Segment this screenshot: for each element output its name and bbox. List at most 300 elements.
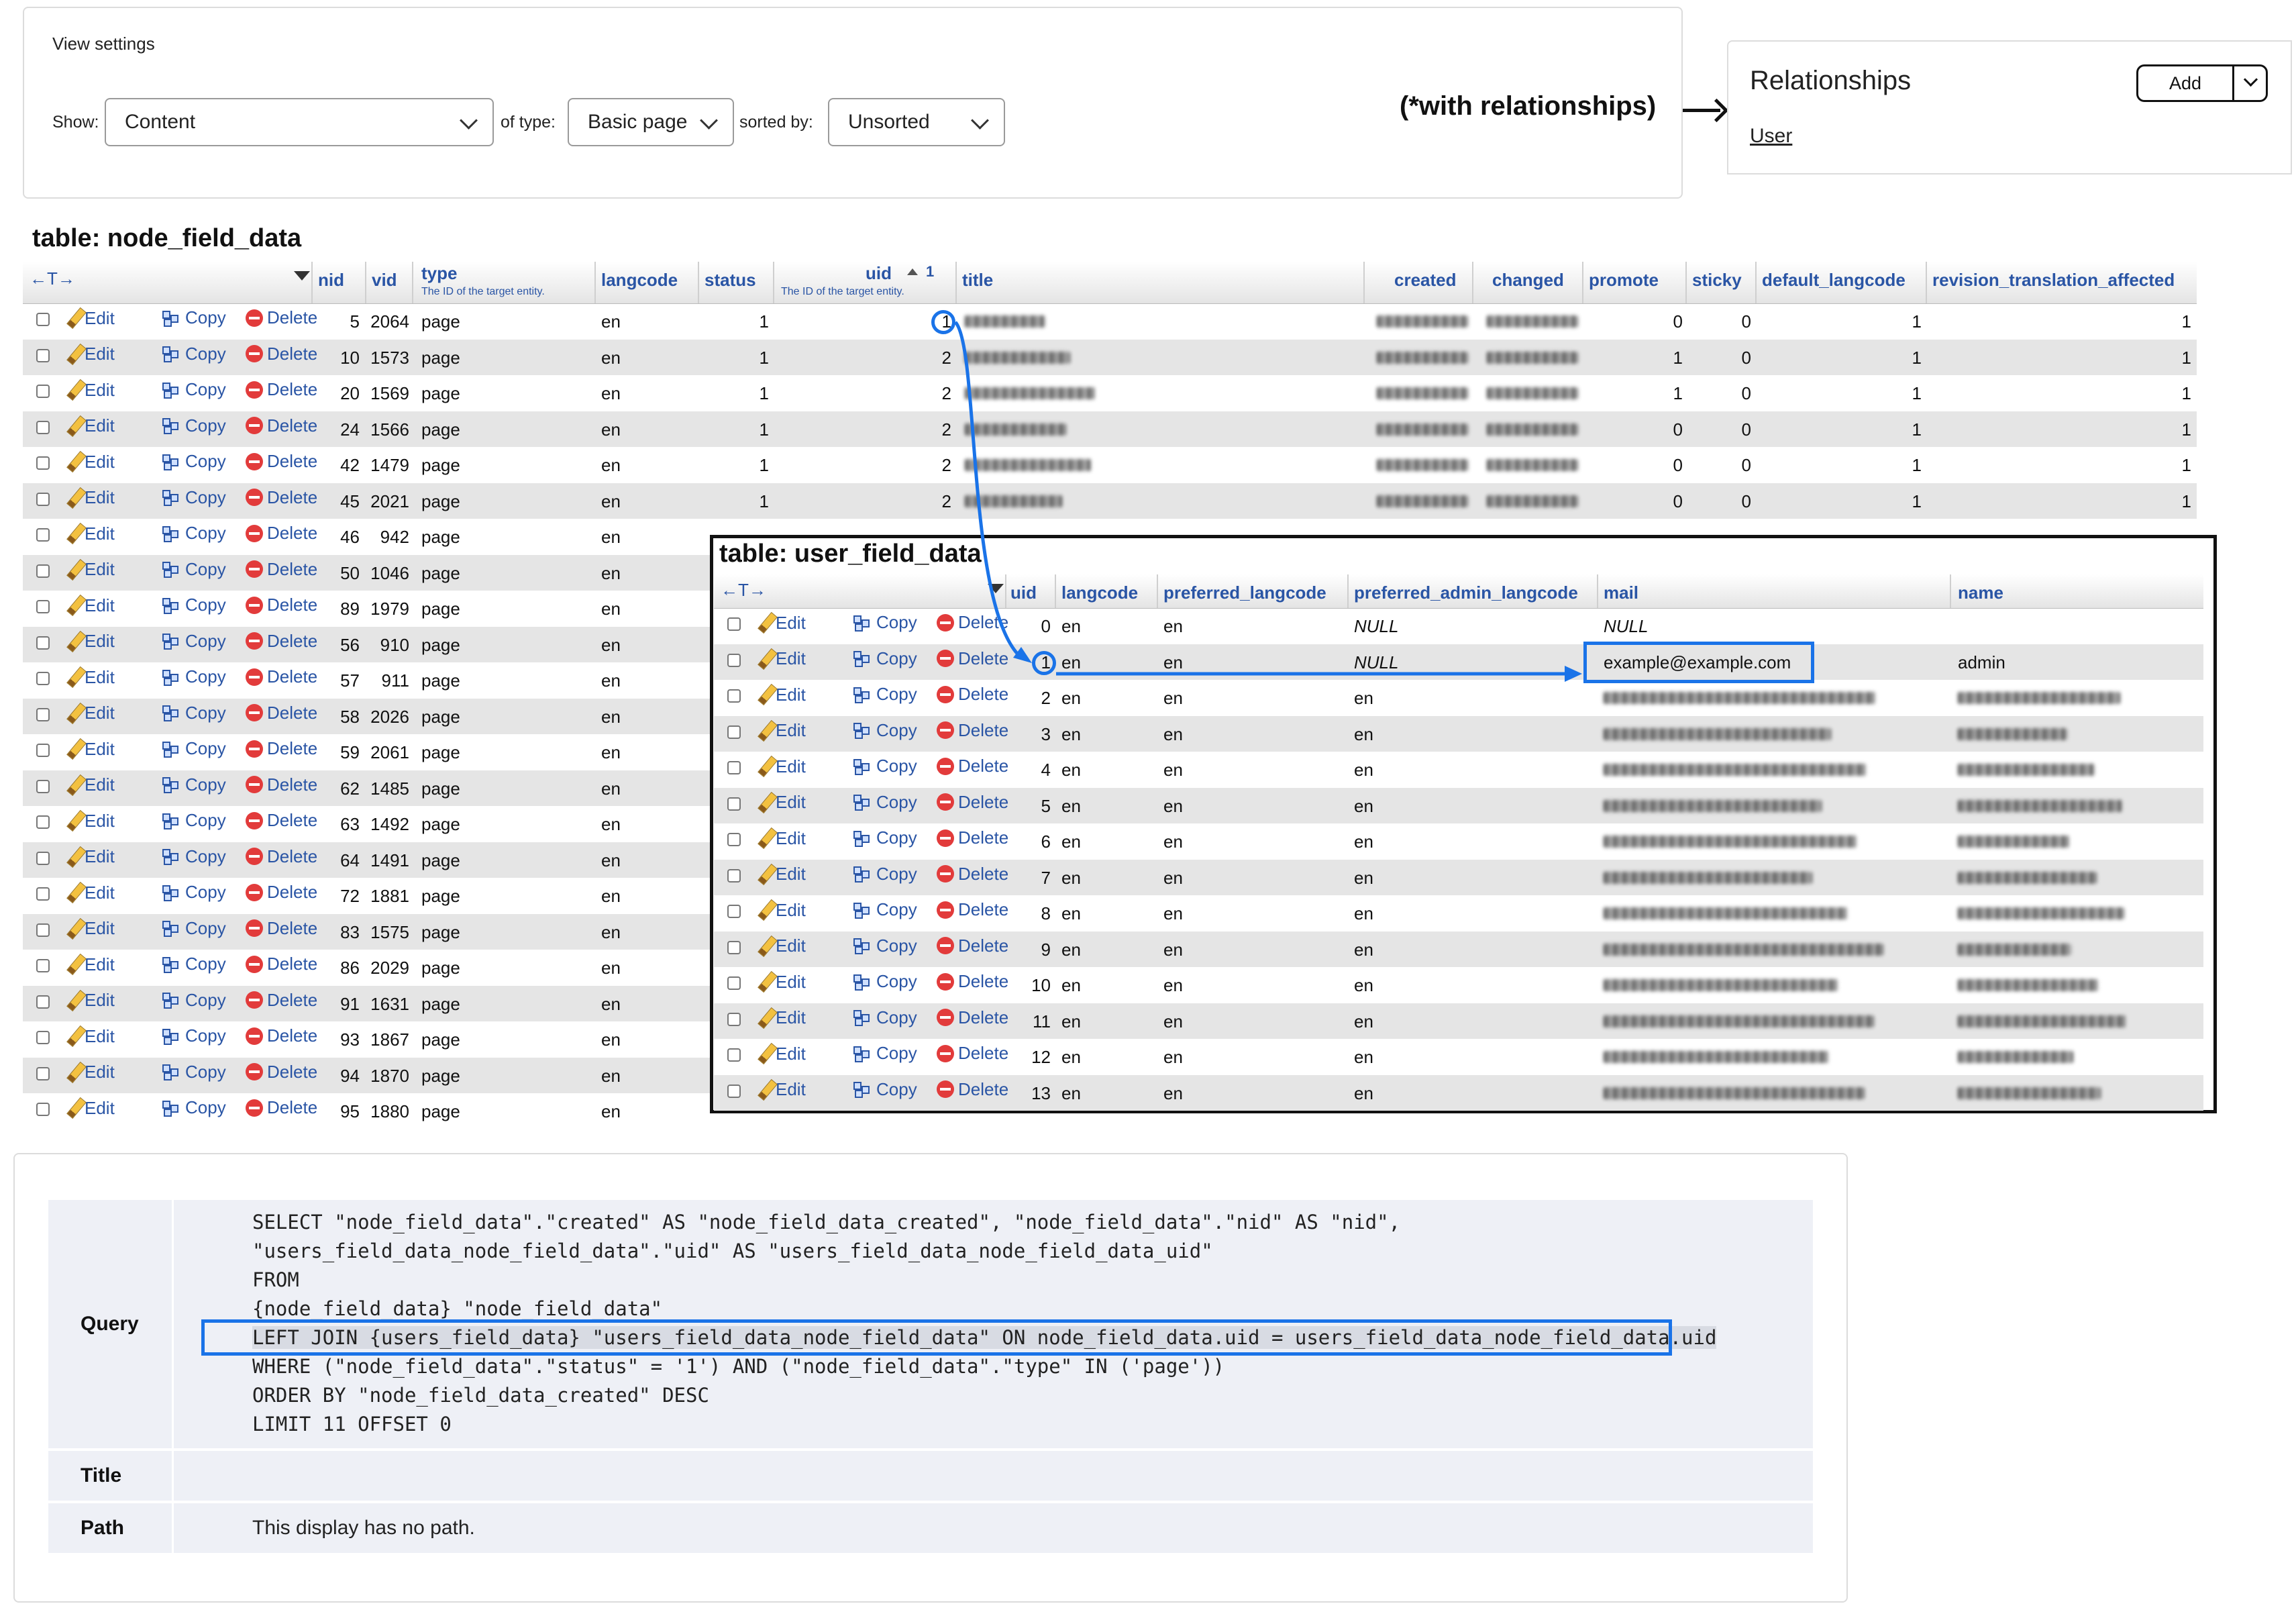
cell-preferred-admin-langcode: en xyxy=(1354,795,1373,816)
cell-promote: 0 xyxy=(1673,311,1683,332)
path-row xyxy=(48,1503,1813,1553)
copy-label: Copy xyxy=(185,343,226,364)
column-preferred-admin-langcode[interactable]: preferred_admin_langcode xyxy=(1354,583,1578,603)
edit-label: Edit xyxy=(85,1025,115,1046)
column-name[interactable]: name xyxy=(1958,583,2003,603)
cell-preferred-langcode: en xyxy=(1163,688,1183,708)
cell-langcode: en xyxy=(1061,939,1081,960)
cell-langcode: en xyxy=(601,921,621,942)
cell-default-langcode: 1 xyxy=(1912,383,1922,403)
cell-langcode: en xyxy=(1061,760,1081,780)
delete-label: Delete xyxy=(267,882,318,902)
cell-nid: 91 xyxy=(340,993,360,1014)
delete-label: Delete xyxy=(267,343,318,364)
cell-nid: 42 xyxy=(340,455,360,475)
edit-label: Edit xyxy=(85,487,115,507)
cell-langcode: en xyxy=(601,814,621,834)
cell-langcode: en xyxy=(601,993,621,1014)
delete-label: Delete xyxy=(958,756,1009,776)
cell-vid: 2029 xyxy=(370,958,409,978)
copy-label: Copy xyxy=(876,899,917,919)
cell-uid: 4 xyxy=(1041,760,1051,780)
delete-label: Delete xyxy=(267,666,318,687)
cell-uid: 5 xyxy=(1041,795,1051,816)
column-uid[interactable]: uid xyxy=(1010,583,1037,603)
node-table-title: table: node_field_data xyxy=(32,224,302,252)
cell-preferred-admin-langcode: en xyxy=(1354,760,1373,780)
column-toggle[interactable]: ←T→ xyxy=(721,580,766,600)
delete-label: Delete xyxy=(267,738,318,758)
cell-uid: 10 xyxy=(1031,975,1051,995)
copy-label: Copy xyxy=(876,1007,917,1027)
cell-nid: 56 xyxy=(340,634,360,655)
edit-label: Edit xyxy=(776,1079,806,1099)
cell-type: page xyxy=(421,850,460,870)
delete-label: Delete xyxy=(267,558,318,579)
cell-nid: 72 xyxy=(340,886,360,906)
delete-label: Delete xyxy=(958,612,1009,632)
cell-nid: 93 xyxy=(340,1029,360,1050)
sql-line-6: WHERE ("node_field_data"."status" = '1') AND ("node_field_data"."type" IN ('page')) xyxy=(252,1355,1225,1378)
edit-label: Edit xyxy=(776,648,806,668)
cell-rta: 1 xyxy=(2181,455,2191,475)
cell-langcode: en xyxy=(601,562,621,583)
cell-default-langcode: 1 xyxy=(1912,419,1922,440)
cell-preferred-admin-langcode: NULL xyxy=(1354,652,1399,672)
cell-sticky: 0 xyxy=(1741,419,1751,440)
cell-preferred-langcode: en xyxy=(1163,1082,1183,1103)
cell-preferred-admin-langcode: en xyxy=(1354,832,1373,852)
copy-label: Copy xyxy=(185,523,226,543)
cell-uid: 2 xyxy=(941,419,951,440)
copy-label: Copy xyxy=(185,917,226,938)
cell-uid: 2 xyxy=(941,455,951,475)
cell-uid: 8 xyxy=(1041,903,1051,923)
copy-label: Copy xyxy=(876,791,917,812)
copy-label: Copy xyxy=(185,595,226,615)
cell-uid: 3 xyxy=(1041,723,1051,744)
copy-label: Copy xyxy=(185,846,226,866)
cell-uid: 13 xyxy=(1031,1082,1051,1103)
sql-line-4: {node_field_data} "node_field_data" xyxy=(252,1297,663,1320)
cell-langcode: en xyxy=(601,1065,621,1086)
edit-label: Edit xyxy=(85,595,115,615)
cell-langcode: en xyxy=(601,455,621,475)
delete-label: Delete xyxy=(267,379,318,399)
cell-langcode: en xyxy=(601,634,621,655)
edit-label: Edit xyxy=(85,451,115,472)
cell-preferred-langcode: en xyxy=(1163,616,1183,636)
copy-label: Copy xyxy=(185,738,226,758)
cell-uid: 1 xyxy=(941,311,951,332)
title-cell xyxy=(172,1451,1813,1501)
cell-vid: 1479 xyxy=(370,455,409,475)
cell-nid: 63 xyxy=(340,814,360,834)
copy-label: Copy xyxy=(876,1043,917,1063)
cell-promote: 1 xyxy=(1673,347,1683,368)
delete-label: Delete xyxy=(958,935,1009,956)
cell-vid: 1573 xyxy=(370,347,409,368)
copy-label: Copy xyxy=(185,487,226,507)
edit-label: Edit xyxy=(776,899,806,920)
cell-langcode: en xyxy=(1061,975,1081,995)
copy-label: Copy xyxy=(185,1061,226,1082)
cell-nid: 5 xyxy=(350,311,360,332)
cell-type: page xyxy=(421,491,460,511)
cell-langcode: en xyxy=(601,419,621,440)
cell-sticky: 0 xyxy=(1741,383,1751,403)
cell-vid: 1881 xyxy=(370,886,409,906)
cell-vid: 1569 xyxy=(370,383,409,403)
cell-type: page xyxy=(421,383,460,403)
cell-type: page xyxy=(421,814,460,834)
copy-label: Copy xyxy=(876,612,917,632)
cell-nid: 95 xyxy=(340,1101,360,1121)
column-type[interactable]: type xyxy=(421,263,458,283)
cell-preferred-admin-langcode: NULL xyxy=(1354,616,1399,636)
cell-type: page xyxy=(421,562,460,583)
cell-langcode: en xyxy=(1061,795,1081,816)
cell-uid: 6 xyxy=(1041,832,1051,852)
cell-preferred-langcode: en xyxy=(1163,832,1183,852)
column-created[interactable]: created xyxy=(1394,270,1457,290)
cell-langcode: en xyxy=(601,311,621,332)
delete-label: Delete xyxy=(958,827,1009,848)
cell-rta: 1 xyxy=(2181,347,2191,368)
cell-langcode: en xyxy=(601,527,621,547)
cell-preferred-admin-langcode: en xyxy=(1354,975,1373,995)
cell-rta: 1 xyxy=(2181,491,2191,511)
cell-vid: 1880 xyxy=(370,1101,409,1121)
cell-status: 1 xyxy=(759,455,769,475)
cell-type: page xyxy=(421,886,460,906)
delete-label: Delete xyxy=(958,1007,1009,1027)
delete-label: Delete xyxy=(958,1078,1009,1099)
path-label: Path xyxy=(81,1517,125,1539)
delete-label: Delete xyxy=(267,595,318,615)
cell-langcode: en xyxy=(601,742,621,762)
delete-label: Delete xyxy=(958,684,1009,704)
cell-preferred-admin-langcode: en xyxy=(1354,867,1373,888)
edit-label: Edit xyxy=(85,774,115,795)
cell-langcode: en xyxy=(1061,723,1081,744)
path-value: This display has no path. xyxy=(252,1517,475,1539)
edit-label: Edit xyxy=(85,415,115,436)
cell-vid: 1870 xyxy=(370,1065,409,1086)
cell-vid: 910 xyxy=(380,634,409,655)
cell-nid: 59 xyxy=(340,742,360,762)
column-title[interactable]: title xyxy=(962,270,994,290)
cell-vid: 1485 xyxy=(370,778,409,799)
cell-langcode: en xyxy=(1061,1082,1081,1103)
edit-label: Edit xyxy=(85,990,115,1010)
cell-default-langcode: 1 xyxy=(1912,347,1922,368)
cell-nid: 20 xyxy=(340,383,360,403)
cell-preferred-langcode: en xyxy=(1163,652,1183,672)
column-preferred-langcode[interactable]: preferred_langcode xyxy=(1163,583,1326,603)
delete-label: Delete xyxy=(958,899,1009,919)
cell-type: page xyxy=(421,527,460,547)
cell-langcode: en xyxy=(1061,652,1081,672)
cell-preferred-admin-langcode: en xyxy=(1354,688,1373,708)
copy-label: Copy xyxy=(185,810,226,830)
delete-label: Delete xyxy=(267,774,318,795)
cell-vid: 2021 xyxy=(370,491,409,511)
cell-preferred-admin-langcode: en xyxy=(1354,903,1373,923)
cell-type: page xyxy=(421,706,460,727)
copy-label: Copy xyxy=(876,971,917,991)
cell-langcode: en xyxy=(601,886,621,906)
cell-vid: 911 xyxy=(381,670,409,691)
sorted-label: sorted by: xyxy=(739,113,813,132)
delete-label: Delete xyxy=(267,523,318,543)
delete-label: Delete xyxy=(267,989,318,1010)
title-row xyxy=(48,1451,1813,1501)
cell-preferred-langcode: en xyxy=(1163,723,1183,744)
edit-label: Edit xyxy=(85,631,115,651)
edit-label: Edit xyxy=(85,307,115,328)
column-nid[interactable]: nid xyxy=(318,270,344,290)
cell-nid: 45 xyxy=(340,491,360,511)
edit-label: Edit xyxy=(776,720,806,740)
title-label: Title xyxy=(81,1464,122,1487)
relationship-user-link[interactable]: User xyxy=(1750,125,1793,147)
delete-label: Delete xyxy=(267,954,318,974)
cell-langcode: en xyxy=(601,778,621,799)
cell-preferred-langcode: en xyxy=(1163,760,1183,780)
cell-vid: 1566 xyxy=(370,419,409,440)
delete-label: Delete xyxy=(267,307,318,328)
cell-vid: 1491 xyxy=(370,850,409,870)
column-changed[interactable]: changed xyxy=(1492,270,1564,290)
cell-nid: 24 xyxy=(340,419,360,440)
cell-sticky: 0 xyxy=(1741,347,1751,368)
edit-label: Edit xyxy=(85,666,115,687)
cell-sticky: 0 xyxy=(1741,455,1751,475)
left-join-highlight-box xyxy=(201,1319,1672,1356)
cell-type: page xyxy=(421,993,460,1014)
copy-label: Copy xyxy=(876,1078,917,1099)
copy-label: Copy xyxy=(876,863,917,884)
copy-label: Copy xyxy=(185,415,226,436)
cell-uid: 11 xyxy=(1033,1011,1051,1031)
cell-uid: 7 xyxy=(1041,867,1051,888)
cell-langcode: en xyxy=(1061,867,1081,888)
cell-nid: 58 xyxy=(340,706,360,727)
copy-label: Copy xyxy=(185,954,226,974)
cell-langcode: en xyxy=(1061,616,1081,636)
cell-nid: 10 xyxy=(340,347,360,368)
cell-langcode: en xyxy=(601,347,621,368)
cell-mail: NULL xyxy=(1604,616,1649,636)
cell-langcode: en xyxy=(1061,688,1081,708)
sql-line-8: LIMIT 11 OFFSET 0 xyxy=(252,1413,452,1435)
copy-label: Copy xyxy=(876,756,917,776)
delete-label: Delete xyxy=(958,648,1009,668)
sql-line-5-join: LEFT JOIN {users_field_data} "users_field_data_node_field_data" ON node_field_data.uid = users_field_data_node_field_data.uid xyxy=(252,1326,1717,1349)
column-promote[interactable]: promote xyxy=(1589,270,1659,290)
column-type-subtitle: The ID of the target entity. xyxy=(421,286,545,297)
cell-preferred-langcode: en xyxy=(1163,795,1183,816)
copy-label: Copy xyxy=(185,307,226,328)
delete-label: Delete xyxy=(267,810,318,830)
cell-nid: 46 xyxy=(340,527,360,547)
cell-nid: 89 xyxy=(340,599,360,619)
delete-label: Delete xyxy=(267,702,318,723)
copy-label: Copy xyxy=(876,719,917,740)
cell-preferred-admin-langcode: en xyxy=(1354,723,1373,744)
column-uid[interactable]: uid xyxy=(866,263,892,283)
sql-line-7: ORDER BY "node_field_data_created" DESC xyxy=(252,1384,709,1407)
delete-label: Delete xyxy=(958,719,1009,740)
cell-status: 1 xyxy=(759,419,769,440)
cell-vid: 1046 xyxy=(370,562,409,583)
cell-status: 1 xyxy=(759,311,769,332)
edit-label: Edit xyxy=(776,756,806,776)
cell-uid: 2 xyxy=(941,347,951,368)
relationships-title: Relationships xyxy=(1750,66,1912,95)
delete-label: Delete xyxy=(267,630,318,651)
cell-type: page xyxy=(421,921,460,942)
cell-default-langcode: 1 xyxy=(1912,491,1922,511)
delete-label: Delete xyxy=(267,1097,318,1117)
relationships-note: (*with relationships) xyxy=(1400,91,1657,121)
cell-type: page xyxy=(421,634,460,655)
copy-label: Copy xyxy=(185,630,226,651)
cell-status: 1 xyxy=(759,347,769,368)
delete-label: Delete xyxy=(958,971,1009,991)
cell-vid: 2061 xyxy=(370,742,409,762)
cell-type: page xyxy=(421,958,460,978)
cell-nid: 57 xyxy=(340,670,360,691)
cell-default-langcode: 1 xyxy=(1912,311,1922,332)
delete-label: Delete xyxy=(958,1043,1009,1063)
cell-langcode: en xyxy=(601,670,621,691)
copy-label: Copy xyxy=(185,989,226,1010)
cell-type: page xyxy=(421,311,460,332)
delete-label: Delete xyxy=(267,451,318,471)
cell-preferred-admin-langcode: en xyxy=(1354,939,1373,960)
edit-label: Edit xyxy=(776,792,806,812)
column-toggle[interactable]: ←T→ xyxy=(30,268,75,289)
cell-preferred-admin-langcode: en xyxy=(1354,1082,1373,1103)
copy-label: Copy xyxy=(185,702,226,723)
cell-sticky: 0 xyxy=(1741,491,1751,511)
sorted-select-value: Unsorted xyxy=(848,111,930,133)
copy-label: Copy xyxy=(185,1025,226,1046)
cell-langcode: en xyxy=(601,958,621,978)
cell-uid: 0 xyxy=(1041,616,1051,636)
cell-vid: 1492 xyxy=(370,814,409,834)
cell-preferred-admin-langcode: en xyxy=(1354,1047,1373,1067)
delete-label: Delete xyxy=(267,415,318,436)
cell-type: page xyxy=(421,347,460,368)
column-vid[interactable]: vid xyxy=(372,270,397,290)
cell-status: 1 xyxy=(759,383,769,403)
copy-label: Copy xyxy=(185,558,226,579)
edit-label: Edit xyxy=(85,703,115,723)
sql-line-3: FROM xyxy=(252,1268,299,1291)
cell-uid: 12 xyxy=(1031,1047,1051,1067)
cell-promote: 0 xyxy=(1673,491,1683,511)
edit-label: Edit xyxy=(776,1007,806,1027)
cell-preferred-langcode: en xyxy=(1163,903,1183,923)
column-langcode[interactable]: langcode xyxy=(1061,583,1139,603)
cell-type: page xyxy=(421,742,460,762)
edit-label: Edit xyxy=(776,971,806,992)
delete-label: Delete xyxy=(958,791,1009,812)
cell-type: page xyxy=(421,1065,460,1086)
cell-type: page xyxy=(421,599,460,619)
edit-label: Edit xyxy=(85,559,115,579)
delete-label: Delete xyxy=(267,487,318,507)
copy-label: Copy xyxy=(185,882,226,902)
column-mail[interactable]: mail xyxy=(1604,583,1639,603)
cell-preferred-admin-langcode: en xyxy=(1354,1011,1373,1031)
edit-label: Edit xyxy=(85,379,115,400)
cell-vid: 2026 xyxy=(370,706,409,727)
cell-langcode: en xyxy=(601,1029,621,1050)
column-status[interactable]: status xyxy=(705,270,756,290)
column-revision-translation-affected[interactable]: revision_translation_affected xyxy=(1932,270,2175,290)
cell-preferred-langcode: en xyxy=(1163,975,1183,995)
edit-label: Edit xyxy=(85,954,115,974)
edit-label: Edit xyxy=(85,1062,115,1082)
column-langcode[interactable]: langcode xyxy=(601,270,678,290)
cell-uid: 2 xyxy=(941,383,951,403)
edit-label: Edit xyxy=(85,523,115,544)
delete-label: Delete xyxy=(267,1061,318,1082)
edit-label: Edit xyxy=(85,918,115,938)
cell-uid: 9 xyxy=(1041,939,1051,960)
cell-langcode: en xyxy=(601,1101,621,1121)
cell-langcode: en xyxy=(601,599,621,619)
cell-langcode: en xyxy=(601,706,621,727)
edit-label: Edit xyxy=(85,344,115,364)
cell-status: 1 xyxy=(759,491,769,511)
copy-label: Copy xyxy=(185,379,226,399)
edit-label: Edit xyxy=(776,1043,806,1064)
user-table-title: table: user_field_data xyxy=(719,540,982,568)
cell-type: page xyxy=(421,1101,460,1121)
uid-sort-order: 1 xyxy=(926,263,935,280)
copy-label: Copy xyxy=(876,684,917,704)
cell-preferred-langcode: en xyxy=(1163,1047,1183,1067)
copy-label: Copy xyxy=(876,827,917,848)
cell-uid: 2 xyxy=(941,491,951,511)
cell-type: page xyxy=(421,419,460,440)
cell-promote: 0 xyxy=(1673,455,1683,475)
cell-nid: 94 xyxy=(340,1065,360,1086)
add-button-label: Add xyxy=(2138,66,2234,100)
edit-label: Edit xyxy=(776,936,806,956)
edit-label: Edit xyxy=(85,846,115,866)
edit-label: Edit xyxy=(776,684,806,705)
cell-nid: 64 xyxy=(340,850,360,870)
cell-rta: 1 xyxy=(2181,419,2191,440)
cell-type: page xyxy=(421,778,460,799)
cell-langcode: en xyxy=(601,383,621,403)
column-sticky[interactable]: sticky xyxy=(1692,270,1742,290)
cell-default-langcode: 1 xyxy=(1912,455,1922,475)
cell-uid: 1 xyxy=(1041,652,1051,672)
copy-label: Copy xyxy=(185,451,226,471)
copy-label: Copy xyxy=(185,1097,226,1117)
cell-langcode: en xyxy=(1061,832,1081,852)
delete-label: Delete xyxy=(267,846,318,866)
edit-label: Edit xyxy=(85,882,115,903)
column-default-langcode[interactable]: default_langcode xyxy=(1762,270,1906,290)
